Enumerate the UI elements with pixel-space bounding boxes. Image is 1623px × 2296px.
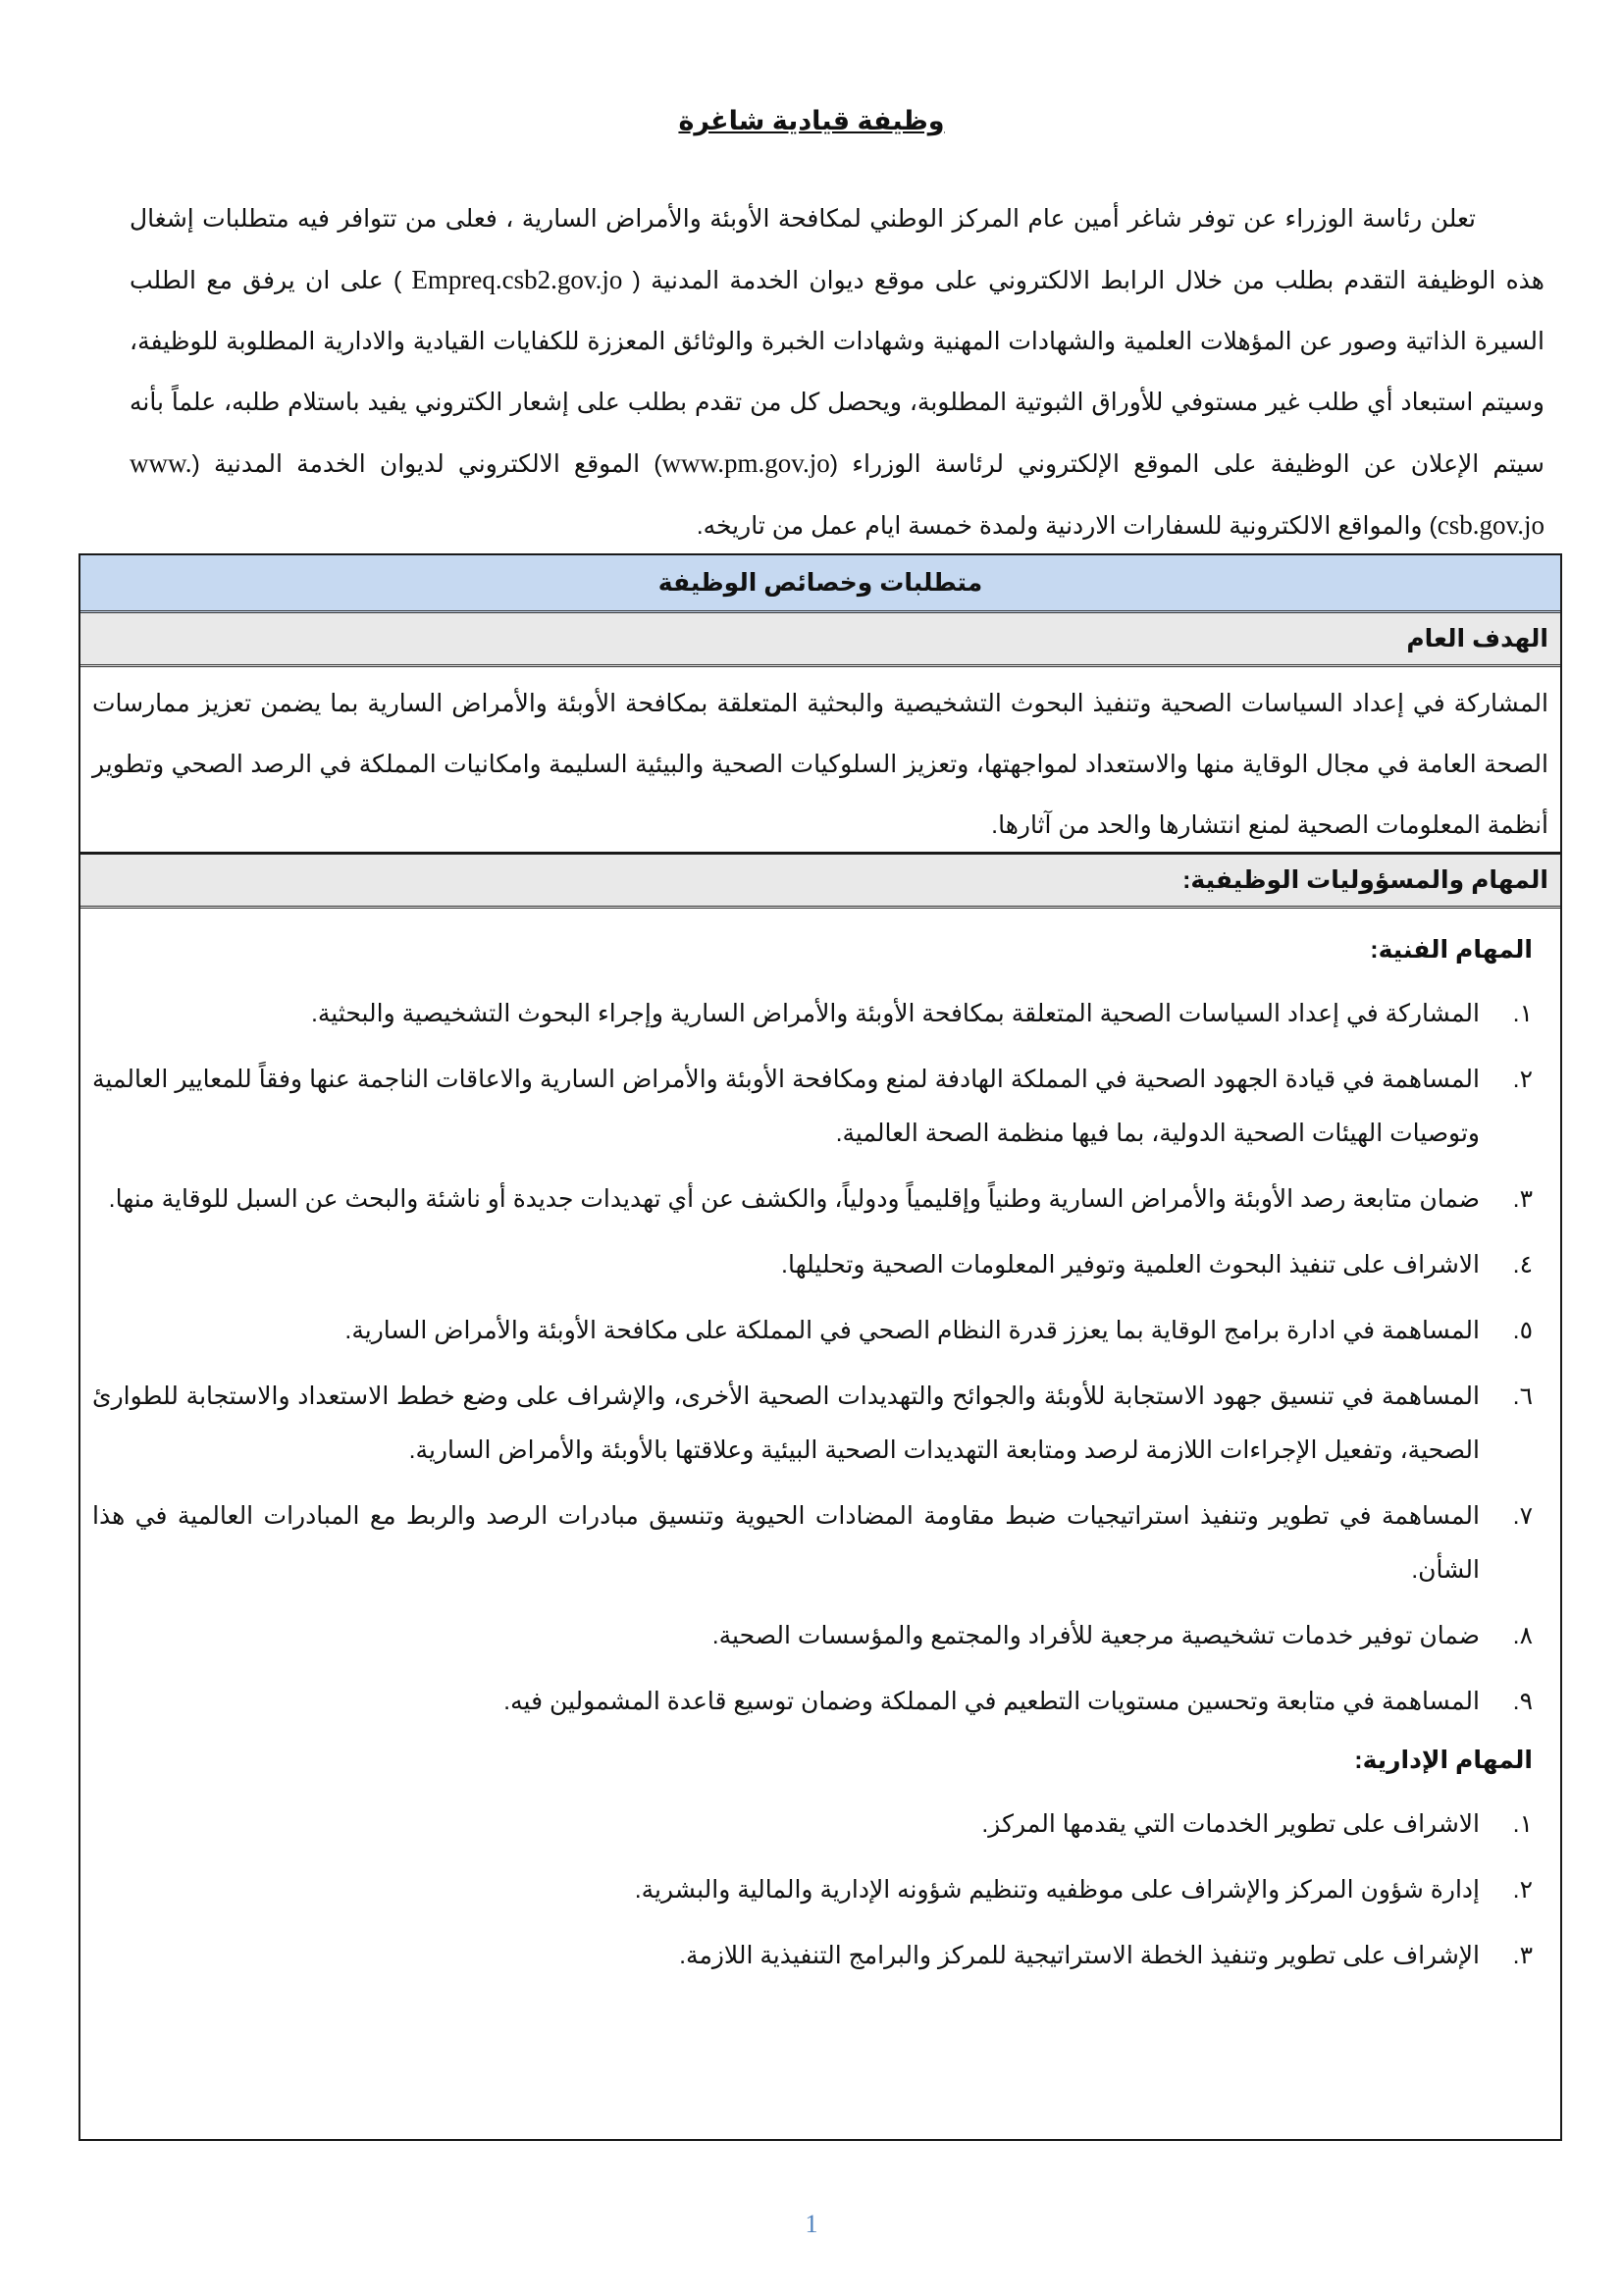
- duties-body: [80, 909, 1560, 1983]
- list-number: ٢.: [1512, 1066, 1533, 1093]
- technical-task-item: [92, 1489, 1537, 1597]
- intro-text-1: تعلن رئاسة الوزراء عن توفر شاغر أمين عام المركز الوطني لمكافحة الأوبئة والأمراض السارية ، فعلى من تتوافر فيه متطلبات إشغال هذه الوظيفة التقدم بطلب من خلال الرابط الالكتروني على موقع ديوان الخدمة المدنية (: [130, 205, 1544, 294]
- technical-task-item: [92, 1053, 1537, 1161]
- technical-task-item: [92, 1609, 1537, 1663]
- list-item-text: المساهمة في تنسيق جهود الاستجابة للأوبئة والجوائح والتهديدات الصحية الأخرى، والإشراف على وضع خطط الاستعداد والاستجابة للطوارئ الصحية، وتفعيل الإجراءات اللازمة لرصد ومتابعة التهديدات الصحية البيئية وعلاقتها بالأوبئة والأمراض السارية.: [92, 1383, 1480, 1464]
- list-number: ٥.: [1512, 1317, 1533, 1344]
- admin-task-item: [92, 1863, 1537, 1917]
- list-item-text: ضمان متابعة رصد الأوبئة والأمراض السارية وطنياً وإقليمياً ودولياً، والكشف عن أي تهديدات جديدة أو ناشئة والبحث عن السبل للوقاية منها.: [108, 1185, 1480, 1213]
- intro-text-2: ) على ان يرفق مع الطلب السيرة الذاتية وصور عن المؤهلات العلمية والشهادات المهنية وشهادات الخبرة والوثائق المعززة للكفايات القيادية والادارية المطلوبة للوظيفة، وسيتم استبعاد أي طلب غير مستوفي للأوراق الثبوتية المطلوبة، ويحصل كل من تقدم بطلب على إشعار الكتروني يفيد باستلام طلبه، علماً بأنه سيتم الإعلان عن الوظيفة على الموقع الإلكتروني لرئاسة الوزراء (: [130, 267, 1544, 478]
- list-number: ٤.: [1512, 1251, 1533, 1278]
- technical-tasks-title: المهام الفنية:: [1370, 936, 1533, 964]
- list-number: ٨.: [1512, 1622, 1533, 1649]
- goal-header: الهدف العام: [80, 613, 1560, 667]
- list-item-text: المساهمة في قيادة الجهود الصحية في المملكة الهادفة لمنع ومكافحة الأوبئة والأمراض السارية والاعاقات الناجمة عنها وفقاً للمعايير العالمية وتوصيات الهيئات الصحية الدولية، بما فيها منظمة الصحة العالمية.: [92, 1066, 1480, 1147]
- technical-task-item: [92, 1173, 1537, 1226]
- goal-text: المشاركة في إعداد السياسات الصحية وتنفيذ البحوث التشخيصية والبحثية المتعلقة بمكافحة الأوبئة والأمراض السارية بما يضمن تعزيز ممارسات الصحة العامة في مجال الوقاية منها والاستعداد لمواجهتها، وتعزيز السلوكيات الصحية والبيئية السليمة وامكانيات المملكة في الرصد الصحي وتطوير أنظمة المعلومات الصحية لمنع انتشارها والحد من آثارها.: [92, 690, 1548, 839]
- list-item-text: المشاركة في إعداد السياسات الصحية المتعلقة بمكافحة الأوبئة والأمراض السارية وإجراء البحوث التشخيصية والبحثية.: [310, 1000, 1480, 1027]
- intro-text-3: ) الموقع الالكتروني لديوان الخدمة المدنية (: [191, 450, 662, 478]
- list-item-text: المساهمة في متابعة وتحسين مستويات التطعيم في المملكة وضمان توسيع قاعدة المشمولين فيه.: [503, 1688, 1480, 1715]
- admin-tasks-title: المهام الإدارية:: [1354, 1747, 1533, 1774]
- admin-task-item: [92, 1798, 1537, 1852]
- admin-task-item: [92, 1929, 1537, 1983]
- list-item-text: المساهمة في ادارة برامج الوقاية بما يعزز قدرة النظام الصحي في المملكة على مكافحة الأوبئة والأمراض السارية.: [344, 1317, 1480, 1344]
- requirements-header: متطلبات وخصائص الوظيفة: [80, 555, 1560, 613]
- duties-header: المهام والمسؤوليات الوظيفية:: [80, 852, 1560, 909]
- admin-tasks-list: [92, 1798, 1537, 1983]
- list-number: ٢.: [1512, 1876, 1533, 1904]
- list-item-text: المساهمة في تطوير وتنفيذ استراتيجيات ضبط مقاومة المضادات الحيوية وتنسيق مبادرات الرصد والربط مع المبادرات العالمية في هذا الشأن.: [92, 1502, 1480, 1584]
- technical-task-item: [92, 1675, 1537, 1729]
- list-number: ٧.: [1512, 1502, 1533, 1530]
- link-pm[interactable]: www.pm.gov.jo: [661, 448, 830, 478]
- document-title: وظيفة قيادية شاغرة: [678, 106, 945, 135]
- list-item-text: الإشراف على تطوير وتنفيذ الخطة الاستراتيجية للمركز والبرامج التنفيذية اللازمة.: [679, 1942, 1480, 1969]
- list-number: ٣.: [1512, 1185, 1533, 1213]
- technical-task-item: [92, 987, 1537, 1041]
- list-item-text: ضمان توفير خدمات تشخيصية مرجعية للأفراد والمجتمع والمؤسسات الصحية.: [711, 1622, 1480, 1649]
- list-number: ٩.: [1512, 1688, 1533, 1715]
- list-item-text: الاشراف على تنفيذ البحوث العلمية وتوفير المعلومات الصحية وتحليلها.: [781, 1251, 1480, 1278]
- list-number: ٦.: [1512, 1383, 1533, 1410]
- list-item-text: الاشراف على تطوير الخدمات التي يقدمها المركز.: [981, 1810, 1480, 1838]
- list-number: ١.: [1512, 1810, 1533, 1838]
- link-csb[interactable]: www. csb.gov.jo: [130, 448, 1544, 540]
- list-item-text: إدارة شؤون المركز والإشراف على موظفيه وتنظيم شؤونه الإدارية والمالية والبشرية.: [634, 1876, 1480, 1904]
- intro-paragraph: [130, 188, 1544, 556]
- list-number: ٣.: [1512, 1942, 1533, 1969]
- technical-task-item: [92, 1370, 1537, 1478]
- link-empreq[interactable]: Empreq.csb2.gov.jo: [401, 265, 633, 294]
- job-requirements-box: [79, 553, 1562, 2141]
- page-number: 1: [805, 2210, 818, 2238]
- technical-task-item: [92, 1304, 1537, 1358]
- list-number: ١.: [1512, 1000, 1533, 1027]
- technical-task-item: [92, 1238, 1537, 1292]
- intro-text-4: ) والمواقع الالكترونية للسفارات الاردنية ولمدة خمسة ايام عمل من تاريخه.: [696, 512, 1438, 540]
- technical-tasks-list: [92, 987, 1537, 1729]
